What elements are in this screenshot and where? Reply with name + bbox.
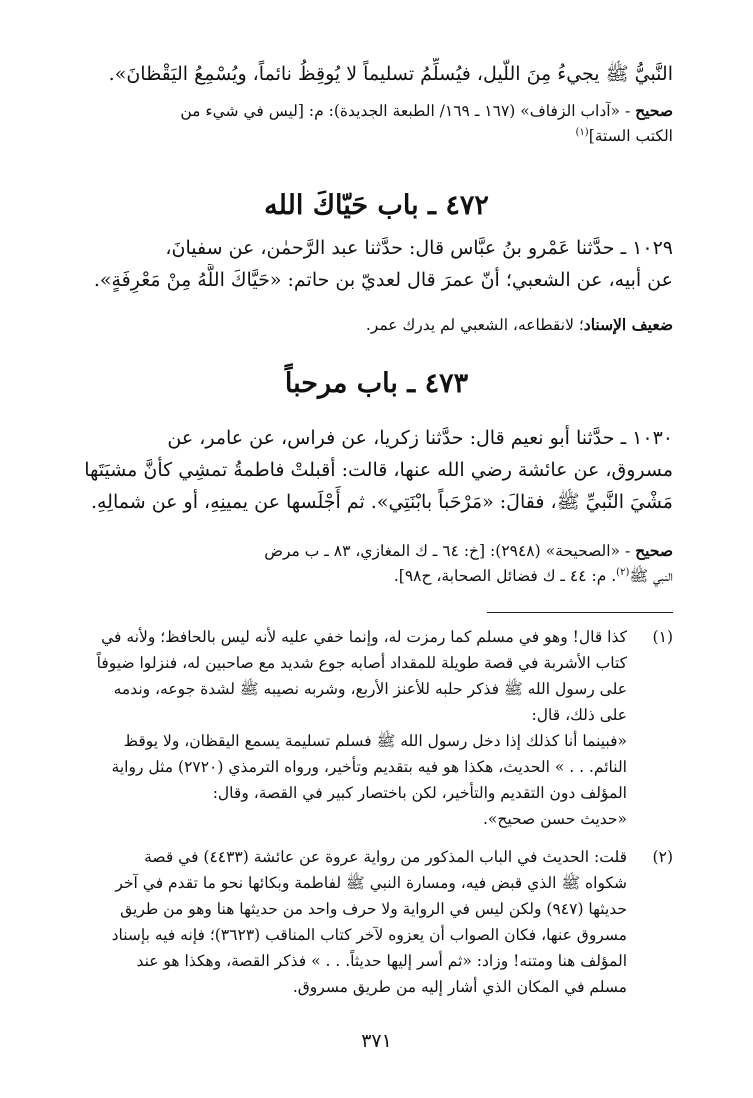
top-continuation <box>72 58 673 90</box>
footnote-line: النائم. . . » الحديث، هكذا هو فيه بتقديم وتأخير، ورواه الترمذي (٢٧٢٠) مثل رواية <box>111 758 627 776</box>
text-line: مسروق، عن عائشة رضي الله عنها، قالت: أقبلتْ فاطمةُ تمشِي كأنَّ مشيَتَها <box>84 459 673 481</box>
hadith-1030-grade <box>72 540 673 587</box>
grade-line <box>72 122 673 147</box>
footnote-line: شكواه ﷺ الذي قبض فيه، ومسارة النبي ﷺ لفاطمة وبكائها نحو ما تقدم في آخر <box>115 874 627 892</box>
grade-label: صحيح <box>635 541 673 560</box>
text-line: ١٠٣٠ ـ حدَّثنا أبو نعيم قال: حدَّثنا زكريا، عن فراس، عن عامر، عن <box>167 427 673 449</box>
text-line: مَشْيَ النَّبيِّ ﷺ، فقالَ: «مَرْحَباً بابْنَتِي». ثم أَجْلَسها عن يمينِهِ، أو عن شمالِهِ. <box>90 491 673 513</box>
footnote-number: (١) <box>652 628 673 646</box>
footnote-number: (٢) <box>652 848 673 866</box>
footnote-ref: (١) <box>575 127 589 138</box>
grade-text: ؛ لانقطاعه، الشعبي لم يدرك عمر. <box>365 316 584 334</box>
footnote-line: «حديث حسن صحيح». <box>482 810 627 828</box>
grade-text: الكتب الستة] <box>588 127 673 146</box>
hadith-1029-grade <box>72 314 673 336</box>
grade-text: النبي ﷺ <box>629 567 673 586</box>
grade-line <box>72 100 673 122</box>
footnote-line: «فبينما أنا كذلك إذا دخل رسول الله ﷺ فسلم تسليمة يسمع اليقظان، ولا يوقظ <box>123 732 627 750</box>
footnote-line: على ذلك، قال: <box>531 706 627 724</box>
footnote-1 <box>72 624 673 832</box>
footnote-line: المؤلف دون التقديم والتأخير، لكن باختصار كبير في القصة، وقال: <box>212 784 627 802</box>
grade-text: - «الصحيحة» (٢٩٤٨): [خ: ٦٤ ـ ك المغازي، ٨٣ ـ ب مرض <box>264 542 631 560</box>
chapter-heading: ٤٧٣ ـ باب مرحباً <box>284 368 469 399</box>
footnote-line: كذا قال! وهو في مسلم كما رمزت له، وإنما خفي عليه لأنه ليس بالحافظ؛ ولأنه في <box>101 628 627 646</box>
chapter-heading: ٤٧٢ ـ باب حَيّاكَ الله <box>264 190 489 221</box>
footnote-line: قلت: الحديث في الباب المذكور من رواية عروة عن عائشة (٤٤٣٣) في قصة <box>144 848 627 866</box>
footnote-line: على رسول الله ﷺ فذكر حلبه للأعنز الأربع، وشربه نصيبه ﷺ لشدة جوعه، وندمه <box>113 680 627 698</box>
footnote-line: مسلم في المكان الذي أشار إليه من طريق مسروق. <box>292 978 627 996</box>
footnote-line: حديثها (٩٤٧) ولكن ليس في الرواية ولا حرف واحد من حديثها هنا وهو من طريق <box>120 900 627 918</box>
footnote-line: كتاب الأشربة في قصة طويلة للمقداد أصابه جوع شديد مع صاحبين له، فنزلوا ضيوفاً <box>96 654 627 672</box>
grade-label: ضعيف الإسناد <box>583 315 673 334</box>
footnote-ref: (٢) <box>616 567 630 578</box>
footnote-line: مسروق عنها، فكان الصواب أن يعزوه لآخر كتاب المناقب (٣٦٢٣)؛ فإنه فيه بإسناد <box>111 926 627 944</box>
hadith-1029 <box>72 232 673 296</box>
grade-text: - «آداب الزفاف» (١٦٧ ـ ١٦٩/ الطبعة الجديدة): م: [ليس في شيء من <box>180 102 631 120</box>
grade-text: . م: ٤٤ ـ ك فضائل الصحابة، ح٩٨]. <box>393 567 617 586</box>
text-line: عن أبيه، عن الشعبي؛ أنّ عمرَ قال لعديّ بن حاتم: «حَيَّاكَ اللَّهُ مِنْ مَعْرِفَةٍ». <box>93 269 673 291</box>
footnote-2 <box>72 844 673 1000</box>
footnote-line: المؤلف هنا ومتنه! وزاد: «ثم أسر إليها حديثاً. . . » فذكر القصة، وهكذا هو عند <box>136 952 627 970</box>
text-line: النَّبيُّ ﷺ يجيءُ مِنَ اللّيل، فيُسلِّمُ تسليماً لا يُوقِظُ نائماً، ويُسْمِعُ اليَقْظانَ». <box>108 63 673 85</box>
top-grade <box>72 100 673 147</box>
grade-label: صحيح <box>635 101 673 120</box>
footnote-separator <box>487 612 673 613</box>
text-line: ١٠٢٩ ـ حدَّثنا عَمْرو بنُ عبَّاس قال: حدَّثنا عبد الرَّحمٰن، عن سفيانَ، <box>165 237 673 259</box>
page-number: ٣٧١ <box>361 1030 392 1052</box>
hadith-1030 <box>72 422 673 518</box>
